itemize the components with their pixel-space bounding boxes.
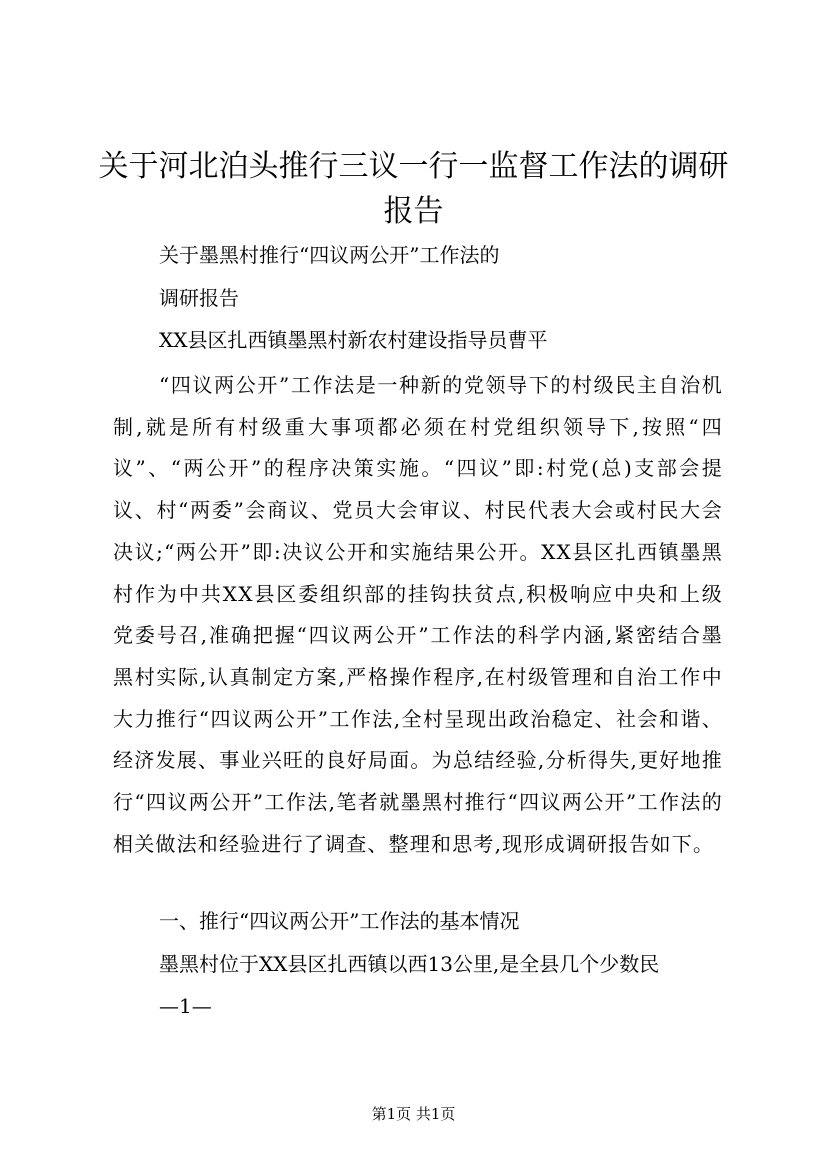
section-heading: 一、推行“四议两公开”工作法的基本情况 <box>159 909 520 933</box>
subtitle-line-1: 关于墨黑村推行“四议两公开”工作法的 <box>159 243 500 267</box>
section-first-line: 墨黑村位于XX县区扎西镇以西13公里,是全县几个少数民 <box>159 952 660 976</box>
author-line: XX县区扎西镇墨黑村新农村建设指导员曹平 <box>159 328 548 352</box>
body-paragraph: “四议两公开”工作法是一种新的党领导下的村级民主自治机制,就是所有村级重大事项都必须在村党组织领导下,按照“四议”、“两公开”的程序决策实施。“四议”即:村党(总)支部会提议、村“两委”会商议、党员大会审议、村民代表大会或村民大会决议;“两公开”即:决议公开和实施结果公开。XX县区扎西镇墨黑村作为中共XX县区委组织部的挂钩扶贫点,积极响应中央和上级党委号召,准确把握“四议两公开”工作法的科学内涵,紧密结合墨黑村实际,认真制定方案,严格操作程序,在村级管理和自治工作中大力推行“四议两公开”工作法,全村呈现出政治稳定、社会和谐、经济发展、事业兴旺的良好局面。为总结经验,分析得失,更好地推行“四议两公开”工作法,笔者就墨黑村推行“四议两公开”工作法的相关做法和经验进行了调查、整理和思考,现形成调研报告如下。 <box>113 373 723 856</box>
page-footer: 第1页 共1页 <box>371 1105 456 1123</box>
subtitle-line-2: 调研报告 <box>159 286 239 310</box>
document-title: 关于河北泊头推行三议一行一监督工作法的调研报告 <box>98 149 729 229</box>
page-marker: —1— <box>159 994 212 1018</box>
